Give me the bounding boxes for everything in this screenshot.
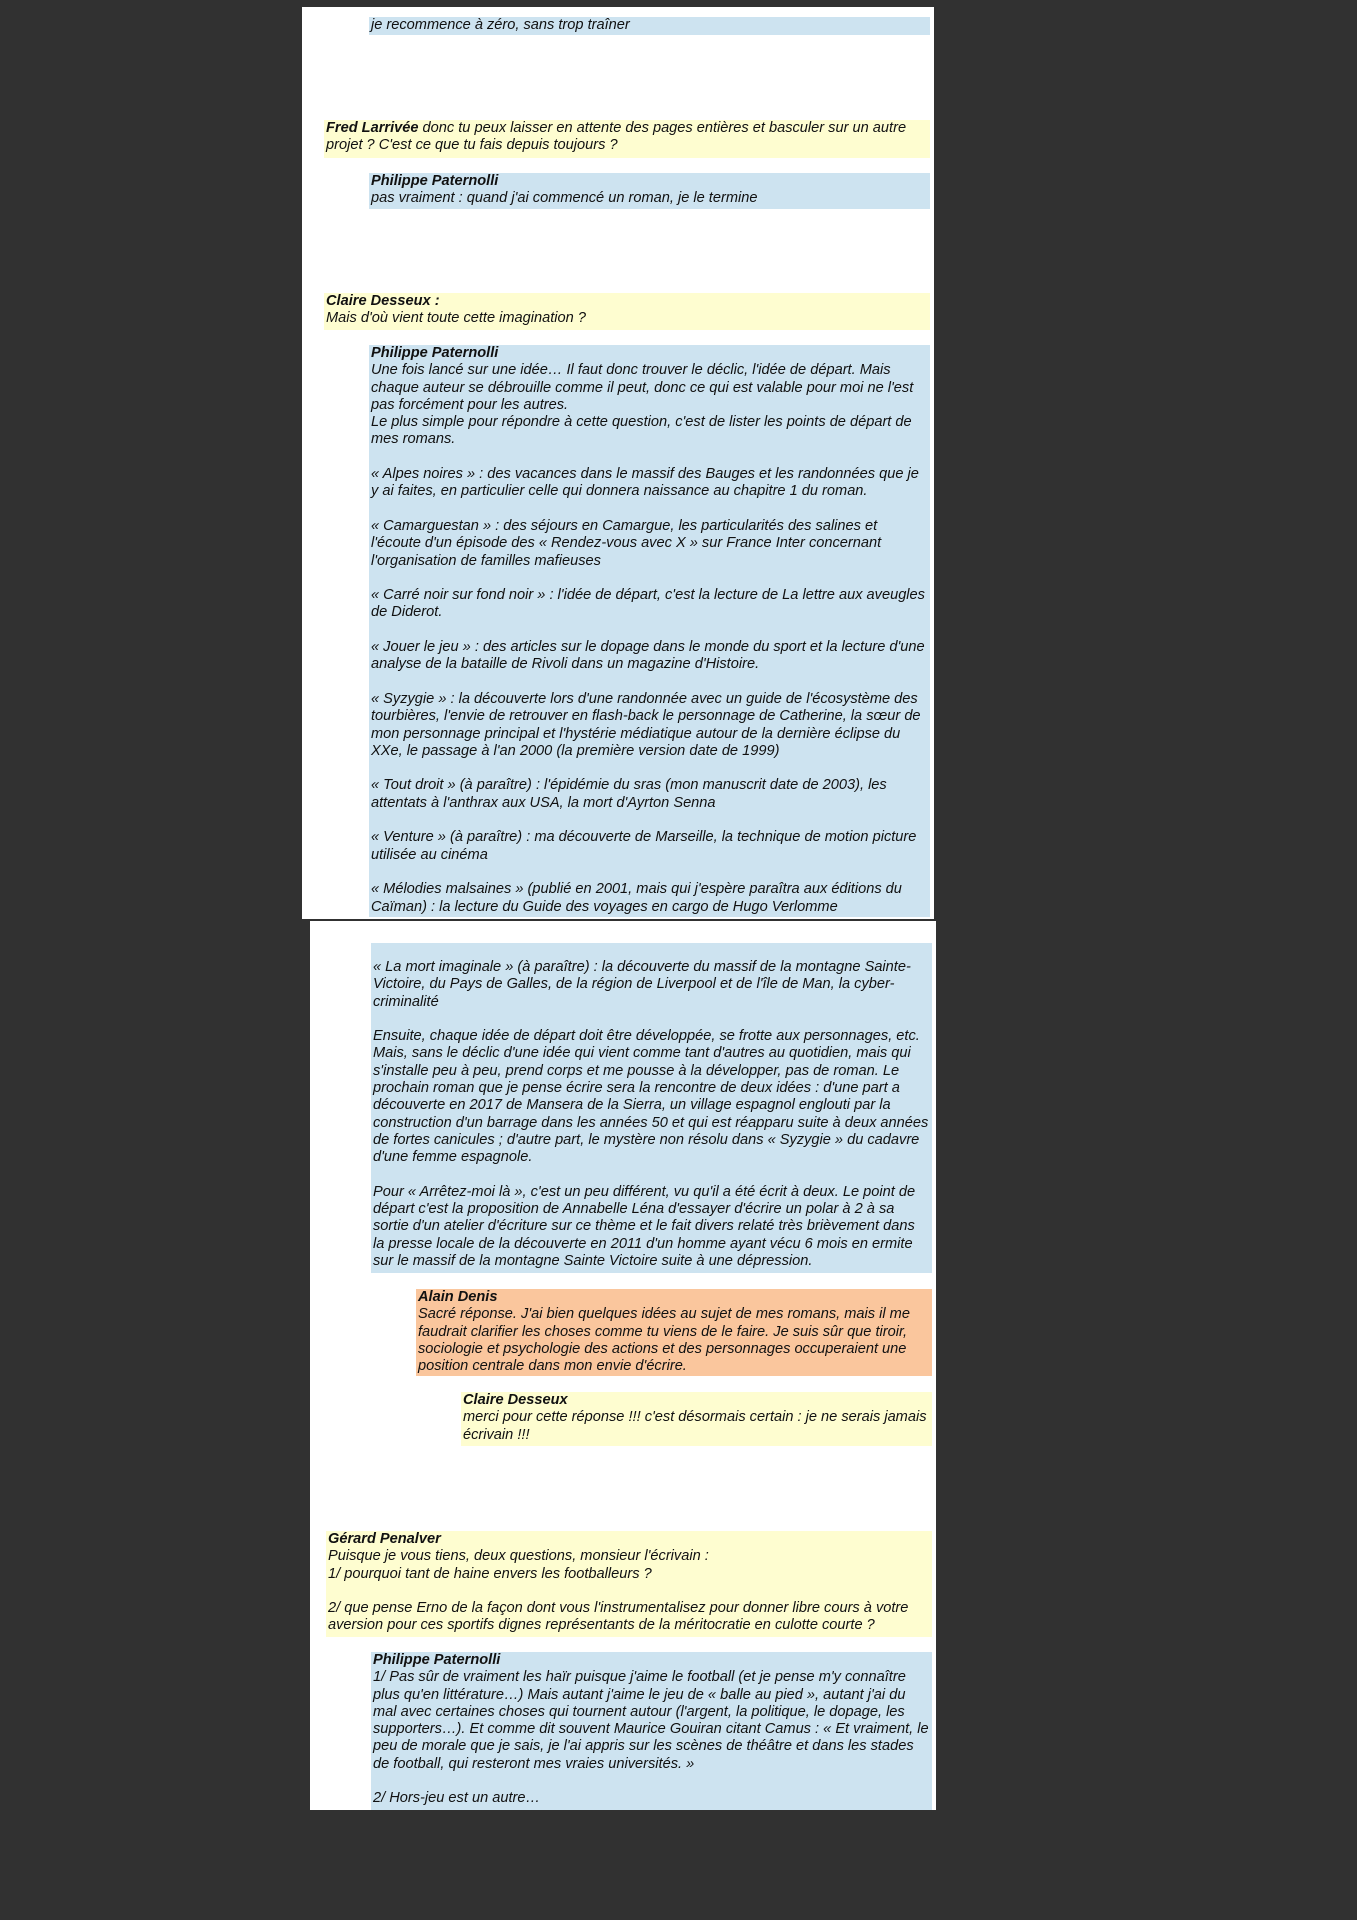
reply-block (369, 173, 930, 209)
comment-block (326, 1531, 932, 1637)
reply-paragraph: 1/ Pas sûr de vraiment les haïr puisque j'aime le football (et je pense m'y connaître plus qu'en littérature…) Mais autant j'aime le jeu de « balle au pied », autant j'ai du mal avec certaines choses qui tournent autour (l'argent, la politique, le dopage, les supporters…). Et comme dit souvent Maurice Gouiran citant Camus : « Et vraiment, le peu de morale que je sais, je l'ai appris sur les scènes de théâtre et dans les stades de football, qui resteront mes vraies universités. » (373, 1669, 929, 1772)
comment-text: donc tu peux laisser en attente des pages entières et basculer sur un autre projet ? C'est ce que tu fais depuis toujours ? (326, 120, 907, 154)
reply-paragraph: « Mélodies malsaines » (publié en 2001, mais qui j'espère paraîtra aux éditions du Caïman) : la lecture du Guide des voyages en cargo de Hugo Verlomme (371, 881, 902, 915)
reply-paragraph: « Venture » (à paraître) : ma découverte de Marseille, la technique de motion picture utilisée au cinéma (371, 829, 917, 863)
reply-text: je recommence à zéro, sans trop traîner (371, 17, 630, 33)
comment-paragraph: 2/ que pense Erno de la façon dont vous l'instrumentalisez pour donner libre cours à votre aversion pour ces sportifs dignes représentants de la méritocratie en culotte courte ? (328, 1600, 909, 1634)
reply-block (371, 943, 932, 1273)
comment-block (324, 293, 930, 330)
reply-paragraph: Une fois lancé sur une idée… Il faut donc trouver le déclic, l'idée de départ. Mais chaque auteur se débrouille comme il peut, donc ce qui est valable pour moi ne l'est pas forcément pour les autres. Le plus simple pour répondre à cette question, c'est de lister les points de départ de mes romans. (371, 362, 914, 448)
reply-paragraph: « Camarguestan » : des séjours en Camargue, les particularités des salines et l'écoute d'un épisode des « Rendez-vous avec X » sur France Inter concernant l'organisation de familles mafieuses (371, 517, 882, 569)
reply-text: pas vraiment : quand j'ai commencé un roman, je le termine (371, 190, 758, 207)
author-name: Gérard Penalver (328, 1531, 441, 1547)
reply-block (371, 1652, 932, 1810)
comment-block (416, 1289, 932, 1376)
reply-block (369, 345, 930, 917)
reply-paragraph: « La mort imaginale » (à paraître) : la découverte du massif de la montagne Sainte-Victoire, du Pays de Galles, de la région de Liverpool et de l'île de Man, la cyber-criminalité (373, 959, 911, 1010)
reply-paragraph: « Jouer le jeu » : des articles sur le dopage dans le monde du sport et la lecture d'une analyse de la bataille de Rivoli dans un magazine d'Histoire. (371, 639, 925, 673)
comment-paragraph: Puisque je vous tiens, deux questions, monsieur l'écrivain : 1/ pourquoi tant de haine envers les footballeurs ? (328, 1548, 709, 1582)
reply-paragraph: « Carré noir sur fond noir » : l'idée de départ, c'est la lecture de La lettre aux aveugles de Diderot. (371, 587, 925, 621)
reply-paragraph: Ensuite, chaque idée de départ doit être développée, se frotte aux personnages, etc. Mais, sans le déclic d'une idée qui vient comme tant d'autres au quotidien, mais qui s'installe peu à peu, prend corps et me pousse à la développer, pas de roman. Le prochain roman que je pense écrire sera la rencontre de deux idées : d'une part a découverte en 2017 de Mansera de la Sierra, un village espagnol englouti par la construction d'un barrage dans les années 50 et qui est réapparu suite à deux années de fortes canicules ; d'autre part, le mystère non résolu dans « Syzygie » du cadavre d'une femme espagnole. (373, 1028, 929, 1166)
comment-text: merci pour cette réponse !!! c'est désormais certain : je ne serais jamais écrivain !!! (463, 1409, 927, 1443)
author-name: Fred Larrivée (326, 120, 419, 136)
comment-block (461, 1392, 932, 1446)
comment-block (324, 120, 930, 158)
reply-paragraph: Pour « Arrêtez-moi là », c'est un peu différent, vu qu'il a été écrit à deux. Le point de départ c'est la proposition de Annabelle Léna d'essayer d'écrire un polar à 2 à sa sortie d'un atelier d'écriture sur ce thème et le fait divers relaté très brièvement dans la presse locale de la découverte en 2011 d'un homme ayant vécu 6 mois en ermite sur le massif de la montagne Sainte Victoire suite à une dépression. (373, 1183, 916, 1270)
author-name: Alain Denis (418, 1289, 498, 1305)
reply-paragraph: « Tout droit » (à paraître) : l'épidémie du sras (mon manuscrit date de 2003), les attentats à l'anthrax aux USA, la mort d'Ayrton Senna (371, 777, 887, 811)
author-name: Philippe Paternolli (371, 345, 499, 361)
comment-text: Mais d'où vient toute cette imagination ? (326, 310, 586, 327)
author-name: Claire Desseux (463, 1392, 568, 1408)
reply-block (369, 17, 930, 35)
reply-paragraph: 2/ Hors-jeu est un autre… (373, 1790, 541, 1807)
reply-paragraph: « Syzygie » : la découverte lors d'une randonnée avec un guide de l'écosystème des tourbières, l'envie de retrouver en flash-back le personnage de Catherine, la sœur de mon personnage principal et l'hystérie médiatique autour de la dernière éclipse du XXe, le passage à l'an 2000 (la première version date de 1999) (371, 690, 921, 759)
reply-paragraph: « Alpes noires » : des vacances dans le massif des Bauges et les randonnées que je y ai faites, en particulier celle qui donnera naissance au chapitre 1 du roman. (371, 466, 919, 500)
author-name: Philippe Paternolli (371, 173, 499, 189)
author-name: Claire Desseux : (326, 293, 440, 309)
comment-text: Sacré réponse. J'ai bien quelques idées au sujet de mes romans, mais il me faudrait clarifier les choses comme tu viens de le faire. Je suis sûr que tiroir, sociologie et psychologie des actions et des personnages occuperaient une position centrale dans mon envie d'écrire. (418, 1306, 910, 1375)
author-name: Philippe Paternolli (373, 1652, 501, 1668)
